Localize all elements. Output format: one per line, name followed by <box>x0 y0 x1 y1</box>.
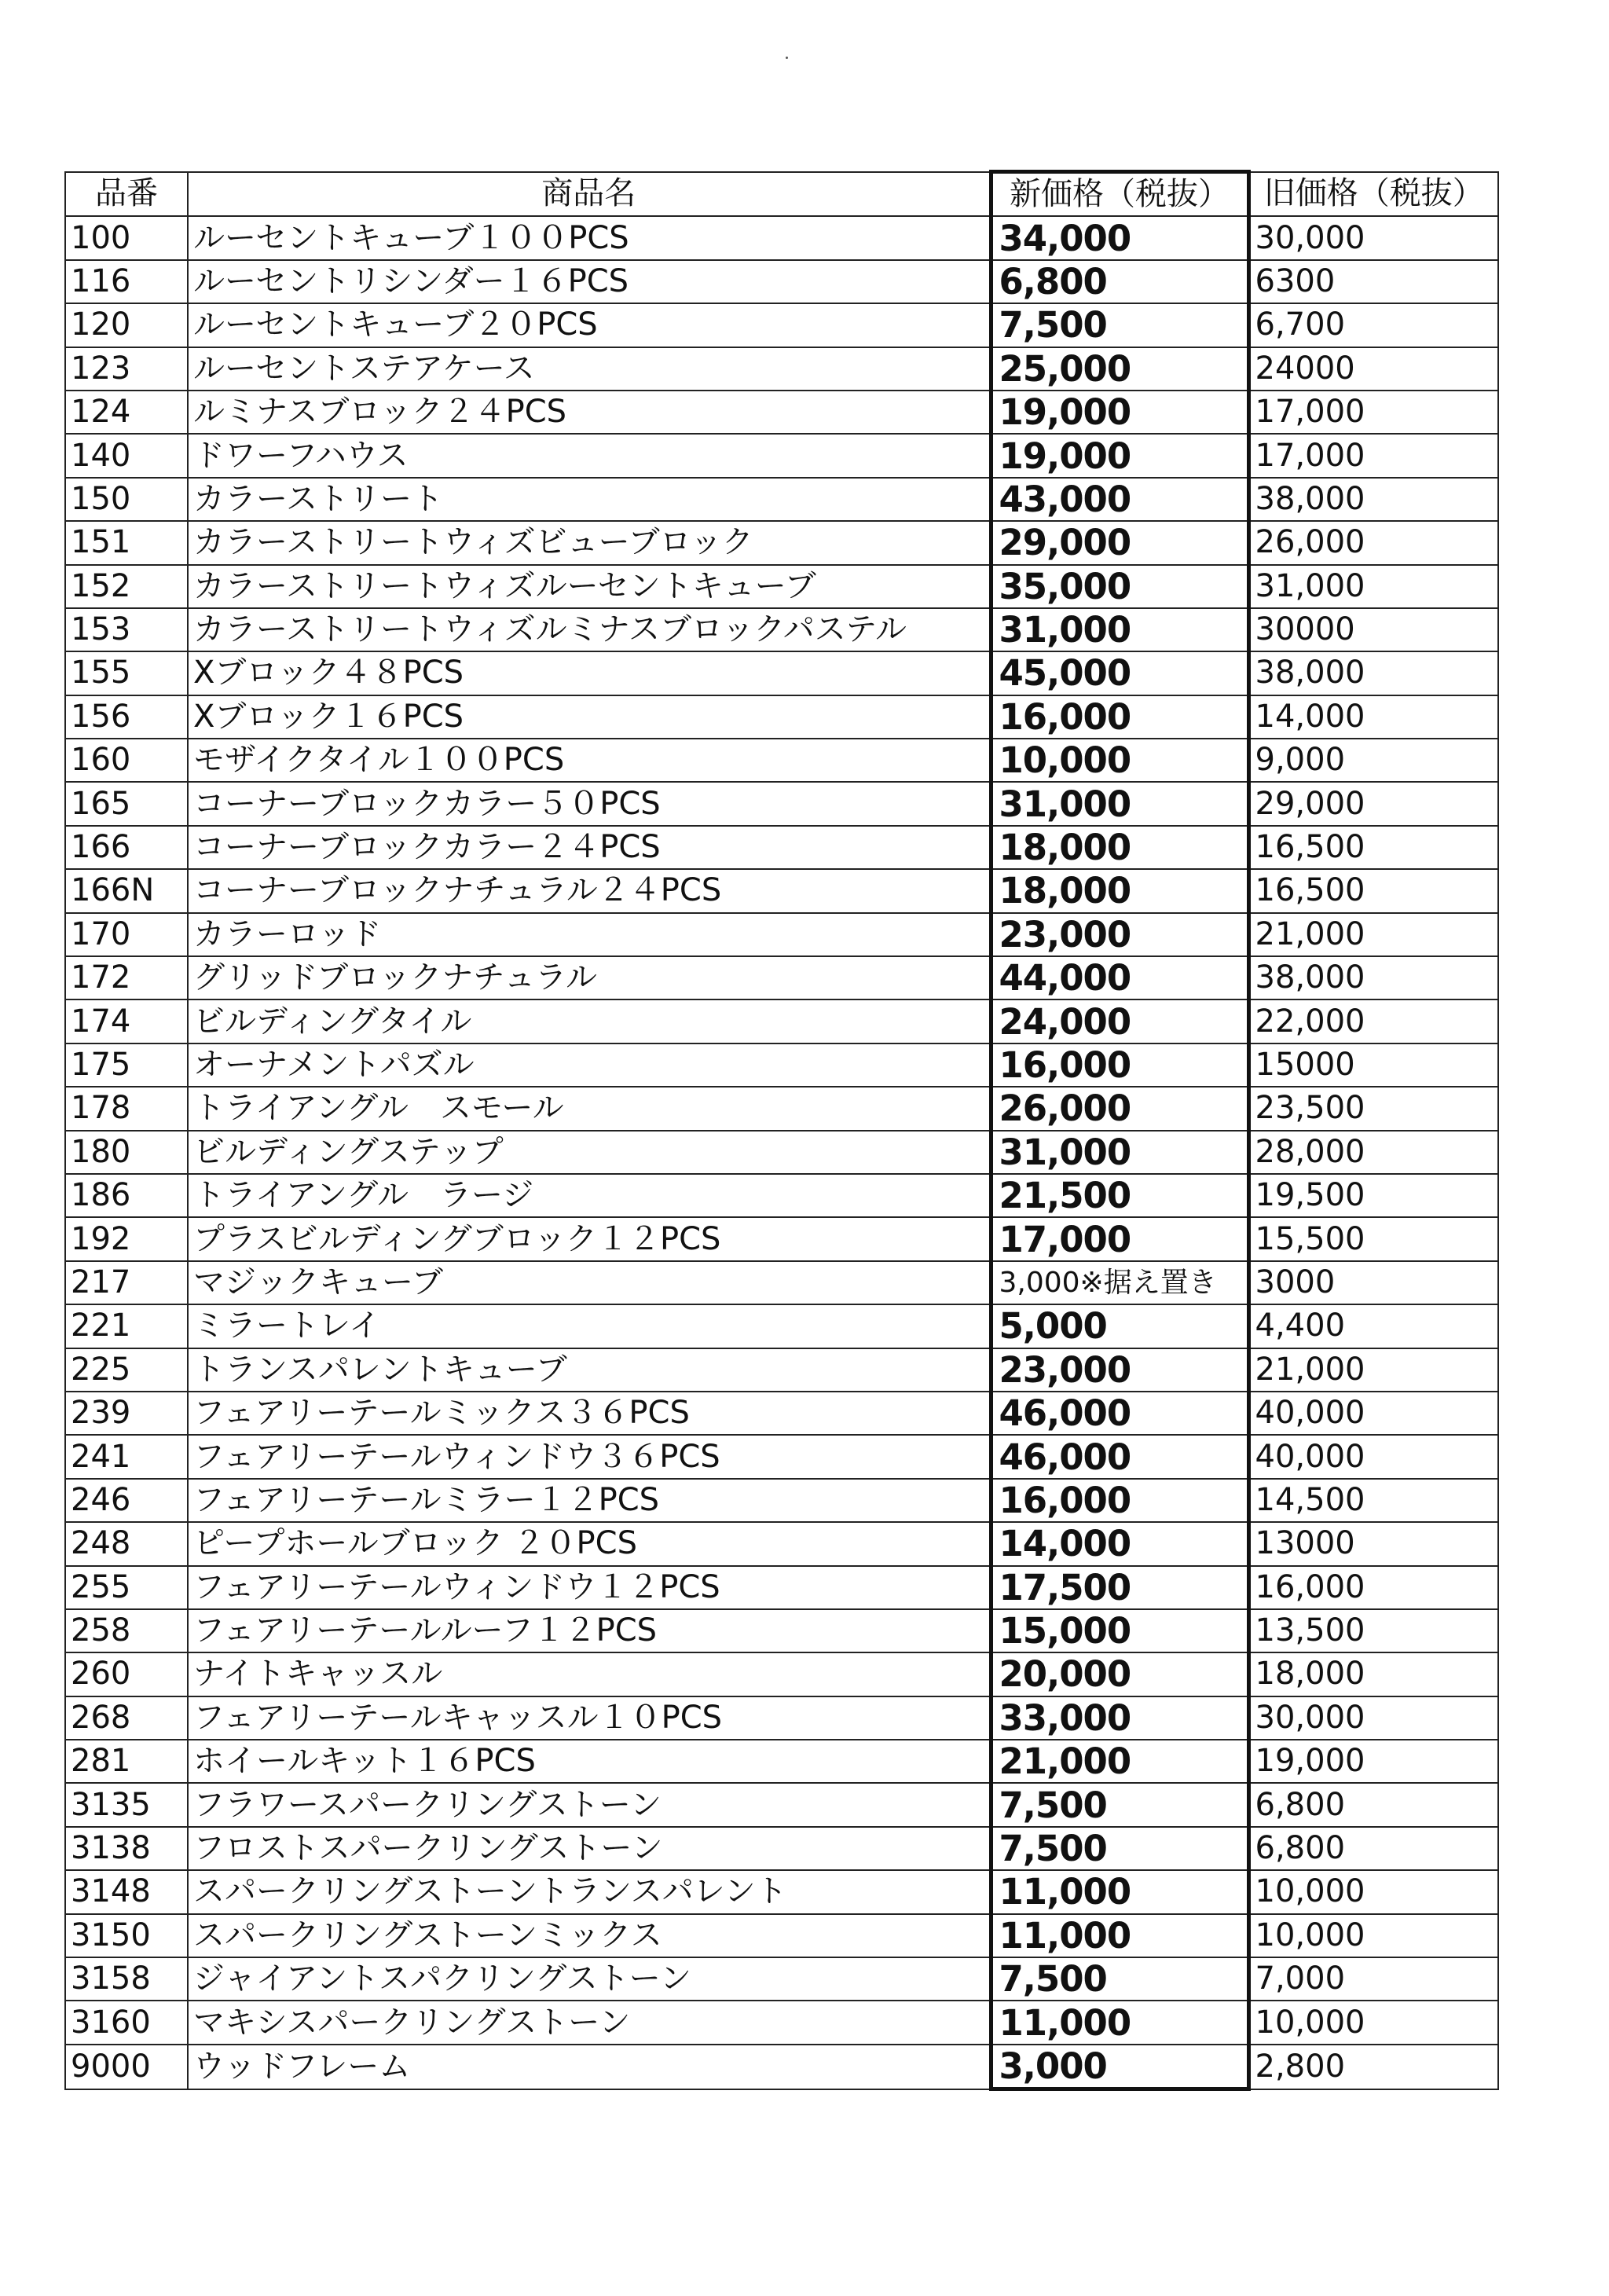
product-code-cell: 192 <box>65 1217 188 1260</box>
product-name-cell: カラーストリート <box>188 478 991 521</box>
table-row <box>65 1609 1498 1652</box>
product-code-cell: 3158 <box>65 1957 188 2001</box>
product-name-cell: ルーセントキューブ２０PCS <box>188 303 991 347</box>
new-price-cell: 31,000 <box>991 1131 1248 1174</box>
product-code-cell: 268 <box>65 1696 188 1740</box>
product-code-cell: 155 <box>65 651 188 695</box>
table-row <box>65 1740 1498 1783</box>
old-price-cell: 15000 <box>1248 1043 1498 1087</box>
new-price-cell: 3,000 <box>991 2045 1248 2089</box>
old-price-cell: 10,000 <box>1248 1870 1498 1913</box>
new-price-cell: 15,000 <box>991 1609 1248 1652</box>
product-name-cell: ホイールキット１６PCS <box>188 1740 991 1783</box>
table-row <box>65 1304 1498 1348</box>
product-name-cell: マジックキューブ <box>188 1261 991 1304</box>
new-price-cell: 44,000 <box>991 956 1248 999</box>
new-price-cell: 17,000 <box>991 1217 1248 1260</box>
product-name-cell: コーナーブロックナチュラル２４PCS <box>188 869 991 912</box>
table-row <box>65 1870 1498 1913</box>
product-name-cell: ミラートレイ <box>188 1304 991 1348</box>
new-price-cell: 18,000 <box>991 869 1248 912</box>
new-price-cell: 23,000 <box>991 1348 1248 1392</box>
product-code-cell: 180 <box>65 1131 188 1174</box>
old-price-cell: 10,000 <box>1248 1914 1498 1957</box>
table-row <box>65 434 1498 477</box>
product-name-cell: ウッドフレーム <box>188 2045 991 2089</box>
table-row <box>65 391 1498 434</box>
old-price-cell: 19,000 <box>1248 1740 1498 1783</box>
table-row <box>65 739 1498 782</box>
old-price-cell: 38,000 <box>1248 651 1498 695</box>
table-row <box>65 608 1498 651</box>
product-name-cell: フェアリーテールウィンドウ１２PCS <box>188 1566 991 1609</box>
product-name-cell: トライアングル ラージ <box>188 1174 991 1217</box>
product-code-cell: 140 <box>65 434 188 477</box>
product-code-cell: 116 <box>65 260 188 303</box>
old-price-cell: 23,500 <box>1248 1087 1498 1130</box>
table-row <box>65 651 1498 695</box>
product-code-cell: 150 <box>65 478 188 521</box>
new-price-cell: 19,000 <box>991 391 1248 434</box>
new-price-cell: 31,000 <box>991 782 1248 825</box>
product-code-cell: 9000 <box>65 2045 188 2089</box>
old-price-cell: 17,000 <box>1248 434 1498 477</box>
old-price-cell: 16,500 <box>1248 869 1498 912</box>
table-row <box>65 1392 1498 1435</box>
product-name-cell: トランスパレントキューブ <box>188 1348 991 1392</box>
product-code-cell: 225 <box>65 1348 188 1392</box>
table-row <box>65 1261 1498 1304</box>
new-price-cell: 46,000 <box>991 1435 1248 1478</box>
table-row <box>65 1914 1498 1957</box>
table-row <box>65 1435 1498 1478</box>
old-price-cell: 29,000 <box>1248 782 1498 825</box>
product-name-cell: ルミナスブロック２４PCS <box>188 391 991 434</box>
table-row <box>65 782 1498 825</box>
old-price-cell: 7,000 <box>1248 1957 1498 2001</box>
product-code-cell: 281 <box>65 1740 188 1783</box>
new-price-cell: 46,000 <box>991 1392 1248 1435</box>
new-price-cell: 24,000 <box>991 999 1248 1043</box>
product-code-cell: 258 <box>65 1609 188 1652</box>
product-code-cell: 239 <box>65 1392 188 1435</box>
old-price-cell: 40,000 <box>1248 1435 1498 1478</box>
new-price-cell: 7,500 <box>991 1957 1248 2001</box>
product-name-cell: Xブロック４８PCS <box>188 651 991 695</box>
product-name-cell: ビルディングタイル <box>188 999 991 1043</box>
old-price-cell: 9,000 <box>1248 739 1498 782</box>
old-price-cell: 16,500 <box>1248 826 1498 869</box>
new-price-cell: 14,000 <box>991 1522 1248 1565</box>
old-price-cell: 16,000 <box>1248 1566 1498 1609</box>
new-price-cell: 11,000 <box>991 2001 1248 2044</box>
product-code-cell: 120 <box>65 303 188 347</box>
new-price-cell: 6,800 <box>991 260 1248 303</box>
new-price-cell: 26,000 <box>991 1087 1248 1130</box>
product-code-cell: 152 <box>65 565 188 608</box>
product-name-cell: プラスビルディングブロック１２PCS <box>188 1217 991 1260</box>
product-name-cell: マキシスパークリングストーン <box>188 2001 991 2044</box>
product-code-cell: 100 <box>65 216 188 259</box>
new-price-cell: 5,000 <box>991 1304 1248 1348</box>
product-name-cell: フェアリーテールキャッスル１０PCS <box>188 1696 991 1740</box>
product-code-cell: 153 <box>65 608 188 651</box>
table-row <box>65 565 1498 608</box>
new-price-cell: 31,000 <box>991 608 1248 651</box>
table-row <box>65 869 1498 912</box>
product-name-cell: カラーストリートウィズルーセントキューブ <box>188 565 991 608</box>
old-price-cell: 30000 <box>1248 608 1498 651</box>
new-price-cell: 3,000※据え置き <box>991 1261 1248 1304</box>
product-name-cell: モザイクタイル１００PCS <box>188 739 991 782</box>
old-price-cell: 21,000 <box>1248 913 1498 956</box>
old-price-cell: 19,500 <box>1248 1174 1498 1217</box>
new-price-cell: 34,000 <box>991 216 1248 259</box>
table-row <box>65 1566 1498 1609</box>
old-price-cell: 15,500 <box>1248 1217 1498 1260</box>
old-price-cell: 21,000 <box>1248 1348 1498 1392</box>
old-price-cell: 30,000 <box>1248 1696 1498 1740</box>
old-price-cell: 6,700 <box>1248 303 1498 347</box>
product-name-cell: フェアリーテールルーフ１２PCS <box>188 1609 991 1652</box>
table-row <box>65 478 1498 521</box>
product-code-cell: 175 <box>65 1043 188 1087</box>
product-name-cell: ビルディングステップ <box>188 1131 991 1174</box>
old-price-cell: 4,400 <box>1248 1304 1498 1348</box>
product-code-cell: 166 <box>65 826 188 869</box>
product-code-cell: 178 <box>65 1087 188 1130</box>
new-price-cell: 7,500 <box>991 1783 1248 1826</box>
new-price-cell: 16,000 <box>991 1043 1248 1087</box>
old-price-cell: 6300 <box>1248 260 1498 303</box>
product-name-cell: ピープホールブロック ２０PCS <box>188 1522 991 1565</box>
product-name-cell: コーナーブロックカラー５０PCS <box>188 782 991 825</box>
new-price-cell: 21,500 <box>991 1174 1248 1217</box>
new-price-cell: 21,000 <box>991 1740 1248 1783</box>
old-price-cell: 17,000 <box>1248 391 1498 434</box>
old-price-cell: 3000 <box>1248 1261 1498 1304</box>
table-row <box>65 1827 1498 1870</box>
new-price-cell: 25,000 <box>991 347 1248 391</box>
old-price-cell: 6,800 <box>1248 1827 1498 1870</box>
table-row <box>65 216 1498 259</box>
product-name-cell: カラーストリートウィズルミナスブロックパステル <box>188 608 991 651</box>
product-name-cell: オーナメントパズル <box>188 1043 991 1087</box>
product-name-cell: ルーセントキューブ１００PCS <box>188 216 991 259</box>
product-code-cell: 221 <box>65 1304 188 1348</box>
header-old-price: 旧価格（税抜） <box>1248 172 1498 217</box>
old-price-cell: 38,000 <box>1248 478 1498 521</box>
product-name-cell: ナイトキャッスル <box>188 1652 991 1696</box>
old-price-cell: 14,000 <box>1248 695 1498 739</box>
header-row <box>65 172 1498 217</box>
product-name-cell: カラーストリートウィズビューブロック <box>188 521 991 564</box>
table-row <box>65 1652 1498 1696</box>
new-price-cell: 11,000 <box>991 1914 1248 1957</box>
new-price-cell: 7,500 <box>991 303 1248 347</box>
new-price-cell: 43,000 <box>991 478 1248 521</box>
table-row <box>65 1131 1498 1174</box>
product-name-cell: フラワースパークリングストーン <box>188 1783 991 1826</box>
new-price-cell: 45,000 <box>991 651 1248 695</box>
table-row <box>65 1957 1498 2001</box>
old-price-cell: 6,800 <box>1248 1783 1498 1826</box>
product-name-cell: トライアングル スモール <box>188 1087 991 1130</box>
new-price-cell: 16,000 <box>991 695 1248 739</box>
table-row <box>65 2045 1498 2089</box>
old-price-cell: 26,000 <box>1248 521 1498 564</box>
product-code-cell: 186 <box>65 1174 188 1217</box>
old-price-cell: 24000 <box>1248 347 1498 391</box>
product-code-cell: 3148 <box>65 1870 188 1913</box>
new-price-cell: 19,000 <box>991 434 1248 477</box>
header-code: 品番 <box>65 172 188 217</box>
old-price-cell: 14,500 <box>1248 1479 1498 1522</box>
product-code-cell: 172 <box>65 956 188 999</box>
product-code-cell: 174 <box>65 999 188 1043</box>
new-price-cell: 10,000 <box>991 739 1248 782</box>
product-name-cell: スパークリングストーンミックス <box>188 1914 991 1957</box>
old-price-cell: 30,000 <box>1248 216 1498 259</box>
product-name-cell: Xブロック１６PCS <box>188 695 991 739</box>
product-name-cell: ジャイアントスパクリングストーン <box>188 1957 991 2001</box>
old-price-cell: 22,000 <box>1248 999 1498 1043</box>
table-row <box>65 695 1498 739</box>
table-row <box>65 260 1498 303</box>
product-code-cell: 156 <box>65 695 188 739</box>
old-price-cell: 28,000 <box>1248 1131 1498 1174</box>
product-code-cell: 260 <box>65 1652 188 1696</box>
table-row <box>65 1479 1498 1522</box>
table-row <box>65 913 1498 956</box>
product-code-cell: 248 <box>65 1522 188 1565</box>
product-name-cell: ルーセントステアケース <box>188 347 991 391</box>
new-price-cell: 33,000 <box>991 1696 1248 1740</box>
product-code-cell: 3160 <box>65 2001 188 2044</box>
product-name-cell: グリッドブロックナチュラル <box>188 956 991 999</box>
product-code-cell: 241 <box>65 1435 188 1478</box>
product-code-cell: 246 <box>65 1479 188 1522</box>
product-name-cell: フェアリーテールウィンドウ３６PCS <box>188 1435 991 1478</box>
header-new-price: 新価格（税抜） <box>991 172 1248 217</box>
product-name-cell: ルーセントリシンダー１６PCS <box>188 260 991 303</box>
header-name: 商品名 <box>188 172 991 217</box>
product-name-cell: フェアリーテールミックス３６PCS <box>188 1392 991 1435</box>
product-code-cell: 160 <box>65 739 188 782</box>
product-code-cell: 3150 <box>65 1914 188 1957</box>
table-row <box>65 1174 1498 1217</box>
table-row <box>65 1087 1498 1130</box>
table-row <box>65 999 1498 1043</box>
table-row <box>65 2001 1498 2044</box>
product-name-cell: カラーロッド <box>188 913 991 956</box>
new-price-cell: 11,000 <box>991 1870 1248 1913</box>
new-price-cell: 35,000 <box>991 565 1248 608</box>
table-row <box>65 1043 1498 1087</box>
product-name-cell: フェアリーテールミラー１２PCS <box>188 1479 991 1522</box>
old-price-cell: 40,000 <box>1248 1392 1498 1435</box>
price-table <box>64 170 1499 2091</box>
new-price-cell: 17,500 <box>991 1566 1248 1609</box>
table-row <box>65 1696 1498 1740</box>
product-code-cell: 3135 <box>65 1783 188 1826</box>
table-row <box>65 1783 1498 1826</box>
new-price-cell: 20,000 <box>991 1652 1248 1696</box>
table-row <box>65 1348 1498 1392</box>
product-name-cell: フロストスパークリングストーン <box>188 1827 991 1870</box>
old-price-cell: 13,500 <box>1248 1609 1498 1652</box>
scan-speck <box>786 57 788 59</box>
product-name-cell: スパークリングストーントランスパレント <box>188 1870 991 1913</box>
new-price-cell: 7,500 <box>991 1827 1248 1870</box>
product-code-cell: 165 <box>65 782 188 825</box>
product-code-cell: 123 <box>65 347 188 391</box>
product-code-cell: 217 <box>65 1261 188 1304</box>
old-price-cell: 38,000 <box>1248 956 1498 999</box>
table-row <box>65 956 1498 999</box>
old-price-cell: 2,800 <box>1248 2045 1498 2089</box>
new-price-cell: 16,000 <box>991 1479 1248 1522</box>
table-row <box>65 1217 1498 1260</box>
product-code-cell: 170 <box>65 913 188 956</box>
product-name-cell: ドワーフハウス <box>188 434 991 477</box>
product-code-cell: 124 <box>65 391 188 434</box>
product-code-cell: 255 <box>65 1566 188 1609</box>
product-code-cell: 166N <box>65 869 188 912</box>
old-price-cell: 31,000 <box>1248 565 1498 608</box>
product-name-cell: コーナーブロックカラー２４PCS <box>188 826 991 869</box>
new-price-cell: 18,000 <box>991 826 1248 869</box>
old-price-cell: 13000 <box>1248 1522 1498 1565</box>
new-price-cell: 23,000 <box>991 913 1248 956</box>
table-row <box>65 521 1498 564</box>
product-code-cell: 151 <box>65 521 188 564</box>
table-row <box>65 826 1498 869</box>
product-code-cell: 3138 <box>65 1827 188 1870</box>
old-price-cell: 10,000 <box>1248 2001 1498 2044</box>
table-row <box>65 347 1498 391</box>
table-row <box>65 303 1498 347</box>
table-row <box>65 1522 1498 1565</box>
new-price-cell: 29,000 <box>991 521 1248 564</box>
old-price-cell: 18,000 <box>1248 1652 1498 1696</box>
